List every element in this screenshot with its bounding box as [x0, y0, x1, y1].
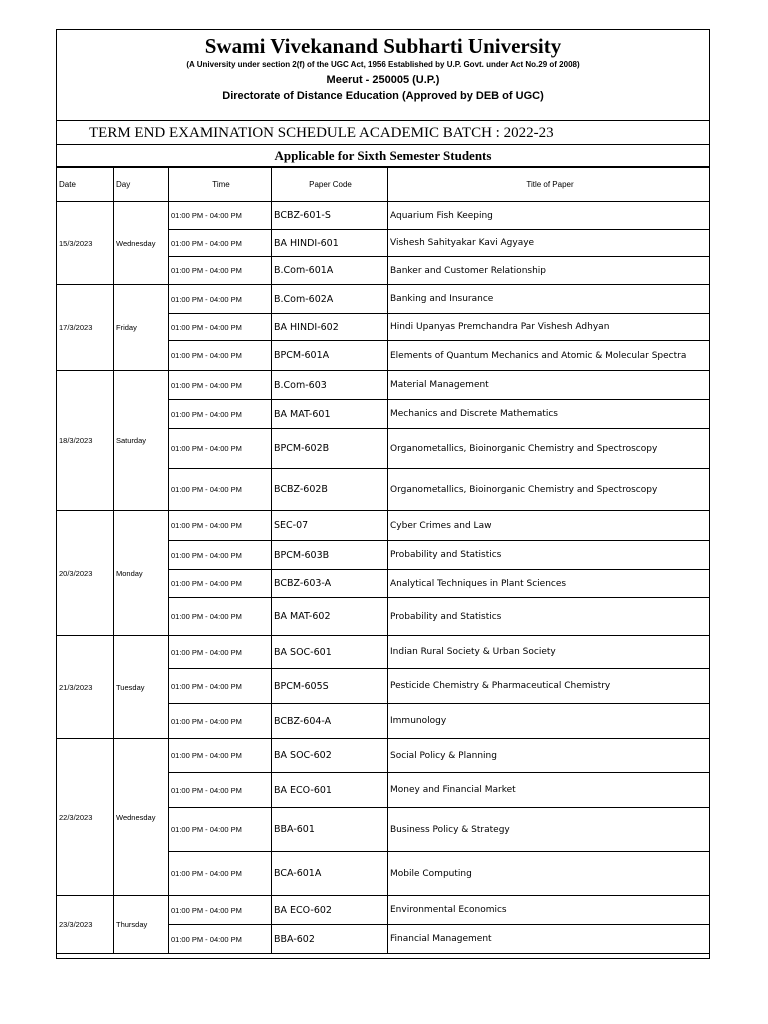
col-date-header: Date [57, 168, 114, 202]
time-cell: 01:00 PM - 04:00 PM [169, 739, 272, 773]
paper-code-cell: BPCM-603B [272, 541, 388, 570]
time-cell: 01:00 PM - 04:00 PM [169, 285, 272, 314]
time-cell: 01:00 PM - 04:00 PM [169, 598, 272, 636]
table-body [57, 202, 711, 954]
paper-code-cell: BBA-601 [272, 808, 388, 852]
time-cell: 01:00 PM - 04:00 PM [169, 636, 272, 669]
day-cell: Friday [114, 285, 169, 371]
paper-code-cell: B.Com-602A [272, 285, 388, 314]
paper-title-cell: Immunology [388, 704, 711, 739]
paper-code-cell: SEC-07 [272, 511, 388, 541]
location-line: Meerut - 250005 (U.P.) [326, 74, 440, 86]
paper-title-cell: Organometallics, Bioinorganic Chemistry and Spectroscopy [388, 469, 711, 511]
time-cell: 01:00 PM - 04:00 PM [169, 570, 272, 598]
date-cell: 20/3/2023 [57, 511, 114, 636]
time-cell: 01:00 PM - 04:00 PM [169, 314, 272, 341]
time-cell: 01:00 PM - 04:00 PM [169, 773, 272, 808]
day-cell: Wednesday [114, 739, 169, 896]
time-cell: 01:00 PM - 04:00 PM [169, 704, 272, 739]
paper-title-cell: Pesticide Chemistry & Pharmaceutical Chemistry [388, 669, 711, 704]
paper-title-cell: Mobile Computing [388, 852, 711, 896]
time-cell: 01:00 PM - 04:00 PM [169, 541, 272, 570]
day-cell: Thursday [114, 896, 169, 954]
time-cell: 01:00 PM - 04:00 PM [169, 511, 272, 541]
table-row [57, 636, 711, 669]
paper-title-cell: Hindi Upanyas Premchandra Par Vishesh Adhyan [388, 314, 711, 341]
col-day-header: Day [114, 168, 169, 202]
paper-title-cell: Environmental Economics [388, 896, 711, 925]
schedule-title: TERM END EXAMINATION SCHEDULE ACADEMIC BATCH : 2022-23 [57, 121, 709, 145]
date-cell: 22/3/2023 [57, 739, 114, 896]
paper-title-cell: Organometallics, Bioinorganic Chemistry and Spectroscopy [388, 429, 711, 469]
paper-code-cell: BCBZ-602B [272, 469, 388, 511]
paper-code-cell: BA ECO-602 [272, 896, 388, 925]
paper-title-cell: Banker and Customer Relationship [388, 257, 711, 285]
paper-title-cell: Material Management [388, 371, 711, 400]
schedule-table [56, 167, 710, 954]
paper-code-cell: BA ECO-601 [272, 773, 388, 808]
time-cell: 01:00 PM - 04:00 PM [169, 808, 272, 852]
university-name: Swami Vivekanand Subharti University [204, 34, 562, 58]
paper-title-cell: Probability and Statistics [388, 541, 711, 570]
paper-title-cell: Banking and Insurance [388, 285, 711, 314]
paper-title-cell: Probability and Statistics [388, 598, 711, 636]
establishment-note: (A University under section 2(f) of the UGC Act, 1956 Established by U.P. Govt. under Act No.29 of 2008) [186, 60, 580, 69]
time-cell: 01:00 PM - 04:00 PM [169, 400, 272, 429]
table-row [57, 202, 711, 230]
paper-code-cell: BCBZ-604-A [272, 704, 388, 739]
table-row [57, 511, 711, 541]
paper-title-cell: Aquarium Fish Keeping [388, 202, 711, 230]
paper-code-cell: BA MAT-601 [272, 400, 388, 429]
date-cell: 23/3/2023 [57, 896, 114, 954]
paper-code-cell: BBA-602 [272, 925, 388, 954]
col-title-header: Title of Paper [388, 168, 711, 202]
paper-title-cell: Social Policy & Planning [388, 739, 711, 773]
paper-title-cell: Indian Rural Society & Urban Society [388, 636, 711, 669]
table-header-row [57, 168, 711, 202]
paper-code-cell: BA SOC-601 [272, 636, 388, 669]
paper-title-cell: Money and Financial Market [388, 773, 711, 808]
paper-code-cell: BCA-601A [272, 852, 388, 896]
directorate-line: Directorate of Distance Education (Approved by DEB of UGC) [222, 90, 544, 102]
applicable-note: Applicable for Sixth Semester Students [57, 145, 709, 167]
time-cell: 01:00 PM - 04:00 PM [169, 230, 272, 257]
time-cell: 01:00 PM - 04:00 PM [169, 341, 272, 371]
day-cell: Wednesday [114, 202, 169, 285]
time-cell: 01:00 PM - 04:00 PM [169, 202, 272, 230]
date-cell: 15/3/2023 [57, 202, 114, 285]
table-row [57, 896, 711, 925]
paper-title-cell: Analytical Techniques in Plant Sciences [388, 570, 711, 598]
time-cell: 01:00 PM - 04:00 PM [169, 371, 272, 400]
paper-code-cell: BPCM-601A [272, 341, 388, 371]
paper-code-cell: BCBZ-601-S [272, 202, 388, 230]
paper-code-cell: BPCM-605S [272, 669, 388, 704]
paper-code-cell: BA HINDI-602 [272, 314, 388, 341]
time-cell: 01:00 PM - 04:00 PM [169, 669, 272, 704]
time-cell: 01:00 PM - 04:00 PM [169, 925, 272, 954]
schedule-sheet [56, 29, 710, 959]
table-row [57, 371, 711, 400]
paper-title-cell: Vishesh Sahityakar Kavi Agyaye [388, 230, 711, 257]
paper-title-cell: Elements of Quantum Mechanics and Atomic & Molecular Spectra [388, 341, 711, 371]
paper-code-cell: BPCM-602B [272, 429, 388, 469]
paper-title-cell: Business Policy & Strategy [388, 808, 711, 852]
paper-code-cell: B.Com-601A [272, 257, 388, 285]
col-code-header: Paper Code [272, 168, 388, 202]
time-cell: 01:00 PM - 04:00 PM [169, 429, 272, 469]
paper-code-cell: BA SOC-602 [272, 739, 388, 773]
day-cell: Monday [114, 511, 169, 636]
time-cell: 01:00 PM - 04:00 PM [169, 257, 272, 285]
time-cell: 01:00 PM - 04:00 PM [169, 896, 272, 925]
table-row [57, 285, 711, 314]
table-row [57, 739, 711, 773]
day-cell: Tuesday [114, 636, 169, 739]
date-cell: 18/3/2023 [57, 371, 114, 511]
paper-code-cell: BA MAT-602 [272, 598, 388, 636]
document-header [57, 30, 709, 121]
paper-title-cell: Financial Management [388, 925, 711, 954]
col-time-header: Time [169, 168, 272, 202]
paper-code-cell: B.Com-603 [272, 371, 388, 400]
paper-title-cell: Mechanics and Discrete Mathematics [388, 400, 711, 429]
paper-title-cell: Cyber Crimes and Law [388, 511, 711, 541]
day-cell: Saturday [114, 371, 169, 511]
paper-code-cell: BA HINDI-601 [272, 230, 388, 257]
time-cell: 01:00 PM - 04:00 PM [169, 469, 272, 511]
paper-code-cell: BCBZ-603-A [272, 570, 388, 598]
date-cell: 17/3/2023 [57, 285, 114, 371]
date-cell: 21/3/2023 [57, 636, 114, 739]
time-cell: 01:00 PM - 04:00 PM [169, 852, 272, 896]
